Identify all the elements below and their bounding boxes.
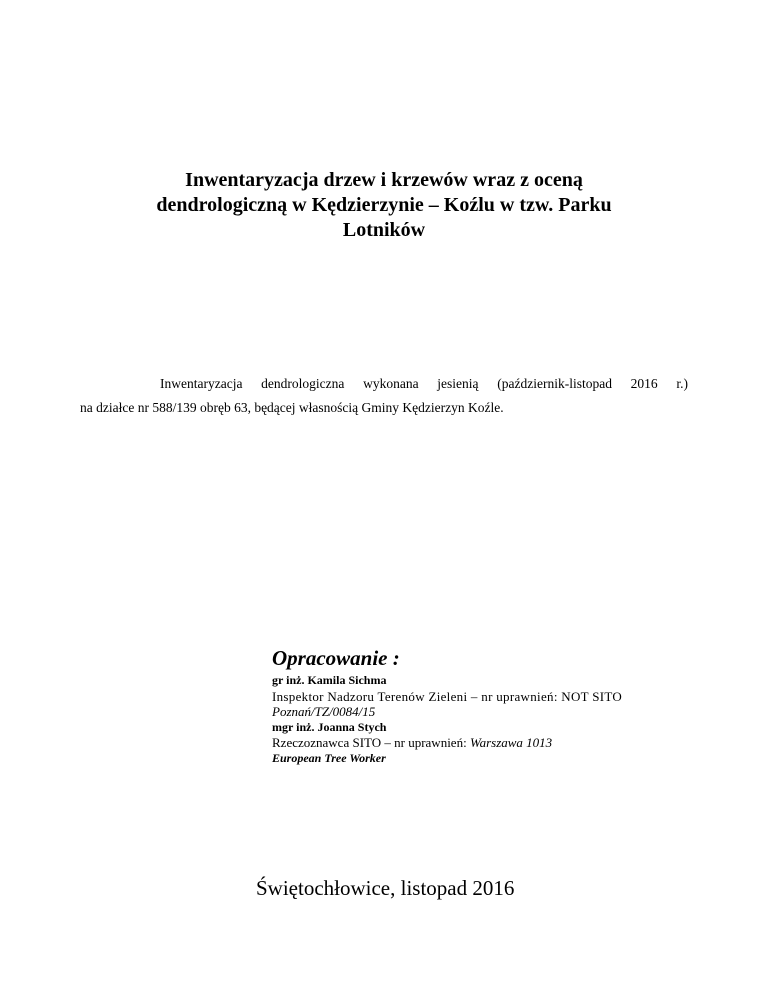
prepared-by-heading: Opracowanie : <box>272 646 400 670</box>
title-line: dendrologiczną w Kędzierzynie – Koźlu w tzw. Parku <box>156 194 612 216</box>
author1-role: Inspektor Nadzoru Terenów Zieleni – nr uprawnień: NOT SITO <box>272 688 623 704</box>
place-date: Świętochłowice, listopad 2016 <box>256 876 515 900</box>
author2-name: mgr inż. Joanna Stych <box>272 719 387 734</box>
author1-name: gr inż. Kamila Sichma <box>272 673 387 687</box>
author1-license: Poznań/TZ/0084/15 <box>272 704 376 719</box>
description-line-1: Inwentaryzacja dendrologiczna wykonana jesienią (październik-listopad 2016 r.) <box>160 376 688 391</box>
author2-role-prefix: Rzeczoznawca SITO – nr uprawnień: <box>272 735 467 750</box>
document-title <box>120 168 648 243</box>
author2-role <box>272 735 712 751</box>
title-line: Inwentaryzacja drzew i krzewów wraz z oceną <box>185 169 583 191</box>
prepared-by-section <box>272 645 712 766</box>
author2-license: Warszawa 1013 <box>469 735 553 750</box>
description-line-2: na działce nr 588/139 obręb 63, będącej własnością Gminy Kędzierzyn Koźle. <box>80 400 504 415</box>
author2-certification: European Tree Worker <box>272 750 386 765</box>
title-line: Lotników <box>342 219 426 241</box>
